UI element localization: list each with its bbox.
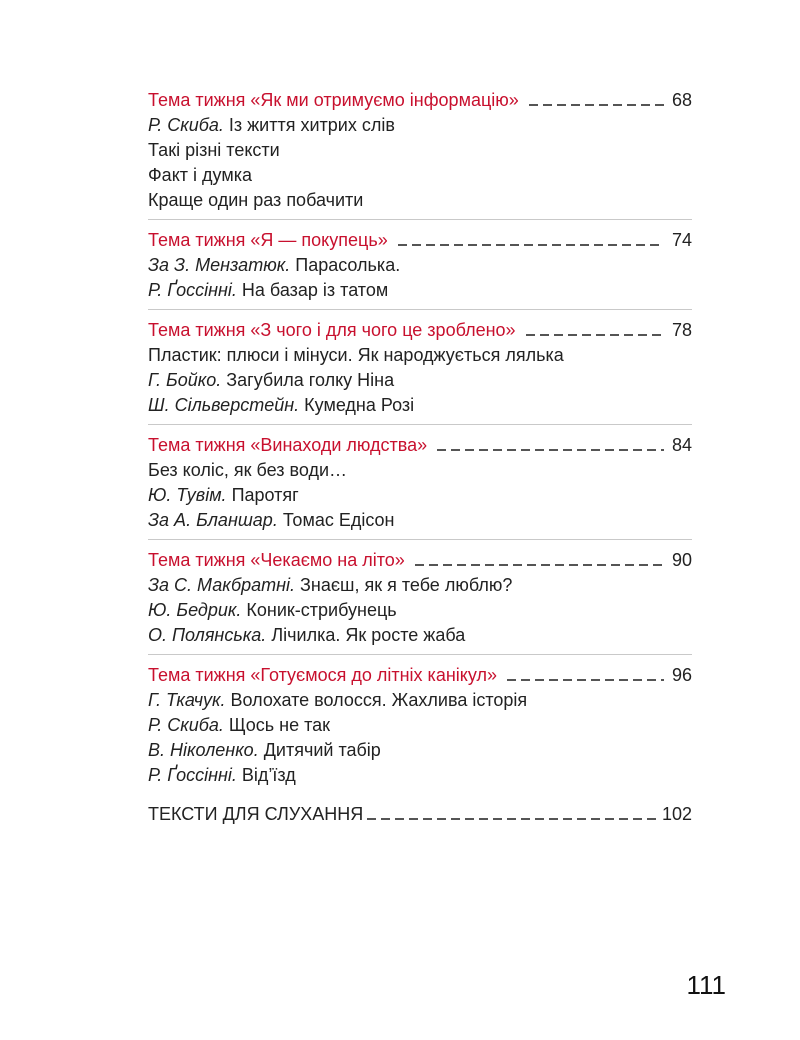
toc-page-number: 102 bbox=[661, 804, 692, 824]
dotted-leader bbox=[367, 818, 660, 820]
entry-title: Щось не так bbox=[228, 715, 331, 735]
dotted-leader bbox=[437, 449, 664, 451]
toc-entry[interactable] bbox=[148, 688, 692, 713]
toc-heading-title: Тема тижня «Як ми отримуємо інформацію» bbox=[148, 90, 519, 110]
toc-entry[interactable] bbox=[148, 623, 692, 648]
entry-title: Від’їзд bbox=[241, 765, 296, 785]
entry-title: Краще один раз побачити bbox=[148, 190, 364, 210]
entry-author: Г. Бойко. bbox=[148, 370, 222, 390]
toc-heading-title: Тема тижня «Винаходи людства» bbox=[148, 435, 428, 455]
entry-title: Парасолька. bbox=[295, 255, 401, 275]
toc-section-2 bbox=[148, 228, 692, 310]
entry-title: Волохате волосся. Жахлива історія bbox=[230, 690, 528, 710]
toc-section-3 bbox=[148, 318, 692, 425]
table-of-contents bbox=[148, 88, 692, 827]
toc-entry[interactable] bbox=[148, 113, 692, 138]
toc-heading-title: Тема тижня «Готуємося до літніх канікул» bbox=[148, 665, 497, 685]
toc-page-number: 74 bbox=[671, 230, 692, 250]
toc-heading[interactable] bbox=[148, 433, 692, 458]
toc-entry[interactable] bbox=[148, 253, 692, 278]
toc-listening-texts[interactable] bbox=[148, 802, 692, 827]
toc-page-number: 90 bbox=[671, 550, 692, 570]
entry-title: На базар із татом bbox=[241, 280, 389, 300]
listening-title: ТЕКСТИ ДЛЯ СЛУХАННЯ bbox=[148, 804, 364, 824]
toc-section-1 bbox=[148, 88, 692, 220]
entry-title: Томас Едісон bbox=[282, 510, 395, 530]
entry-author: Ю. Бедрик. bbox=[148, 600, 242, 620]
toc-page-number: 84 bbox=[671, 435, 692, 455]
toc-heading[interactable] bbox=[148, 228, 692, 253]
entry-title: Без коліс, як без води… bbox=[148, 460, 348, 480]
dotted-leader bbox=[507, 679, 664, 681]
toc-entry[interactable] bbox=[148, 188, 692, 213]
toc-page-number: 68 bbox=[671, 90, 692, 110]
toc-section-4 bbox=[148, 433, 692, 540]
toc-section-5 bbox=[148, 548, 692, 655]
toc-entry[interactable] bbox=[148, 343, 692, 368]
toc-heading-title: Тема тижня «Я — покупець» bbox=[148, 230, 388, 250]
entry-title: Паротяг bbox=[231, 485, 299, 505]
entry-author: За С. Макбратні. bbox=[148, 575, 296, 595]
entry-author: Г. Ткачук. bbox=[148, 690, 226, 710]
toc-page-number: 78 bbox=[671, 320, 692, 340]
entry-title: Лічилка. Як росте жаба bbox=[271, 625, 466, 645]
entry-title: Знаєш, як я тебе люблю? bbox=[300, 575, 513, 595]
entry-title: Такі різні тексти bbox=[148, 140, 280, 160]
toc-section-6 bbox=[148, 663, 692, 794]
entry-author: В. Ніколенко. bbox=[148, 740, 259, 760]
entry-author: Р. Скиба. bbox=[148, 715, 224, 735]
toc-heading[interactable] bbox=[148, 663, 692, 688]
entry-title: Із життя хитрих слів bbox=[228, 115, 395, 135]
entry-author: О. Полянська. bbox=[148, 625, 267, 645]
entry-author: Р. Скиба. bbox=[148, 115, 224, 135]
dotted-leader bbox=[526, 334, 664, 336]
toc-entry[interactable] bbox=[148, 508, 692, 533]
entry-author: Ю. Тувім. bbox=[148, 485, 227, 505]
dotted-leader bbox=[415, 564, 664, 566]
toc-heading-title: Тема тижня «Чекаємо на літо» bbox=[148, 550, 405, 570]
entry-title: Пластик: плюси і мінуси. Як народжується лялька bbox=[148, 345, 564, 365]
toc-entry[interactable] bbox=[148, 138, 692, 163]
entry-author: Ш. Сільверстейн. bbox=[148, 395, 300, 415]
entry-title: Дитячий табір bbox=[263, 740, 381, 760]
toc-entry[interactable] bbox=[148, 163, 692, 188]
toc-entry[interactable] bbox=[148, 598, 692, 623]
page-number: 111 bbox=[686, 970, 726, 1000]
entry-title: Загубила голку Ніна bbox=[226, 370, 395, 390]
toc-entry[interactable] bbox=[148, 573, 692, 598]
toc-entry[interactable] bbox=[148, 713, 692, 738]
toc-entry[interactable] bbox=[148, 763, 692, 788]
toc-heading[interactable] bbox=[148, 548, 692, 573]
toc-entry[interactable] bbox=[148, 738, 692, 763]
entry-author: За З. Мензатюк. bbox=[148, 255, 291, 275]
entry-author: Р. Ґоссінні. bbox=[148, 765, 237, 785]
dotted-leader bbox=[529, 104, 664, 106]
entry-title: Коник-стрибунець bbox=[246, 600, 397, 620]
entry-title: Кумедна Розі bbox=[304, 395, 415, 415]
entry-author: За А. Бланшар. bbox=[148, 510, 278, 530]
toc-heading[interactable] bbox=[148, 88, 692, 113]
dotted-leader bbox=[398, 244, 664, 246]
toc-entry[interactable] bbox=[148, 483, 692, 508]
toc-entry[interactable] bbox=[148, 368, 692, 393]
toc-heading[interactable] bbox=[148, 318, 692, 343]
toc-entry[interactable] bbox=[148, 393, 692, 418]
toc-entry[interactable] bbox=[148, 278, 692, 303]
entry-title: Факт і думка bbox=[148, 165, 252, 185]
toc-heading-title: Тема тижня «З чого і для чого це зроблено» bbox=[148, 320, 516, 340]
toc-page-number: 96 bbox=[671, 665, 692, 685]
toc-entry[interactable] bbox=[148, 458, 692, 483]
entry-author: Р. Ґоссінні. bbox=[148, 280, 237, 300]
